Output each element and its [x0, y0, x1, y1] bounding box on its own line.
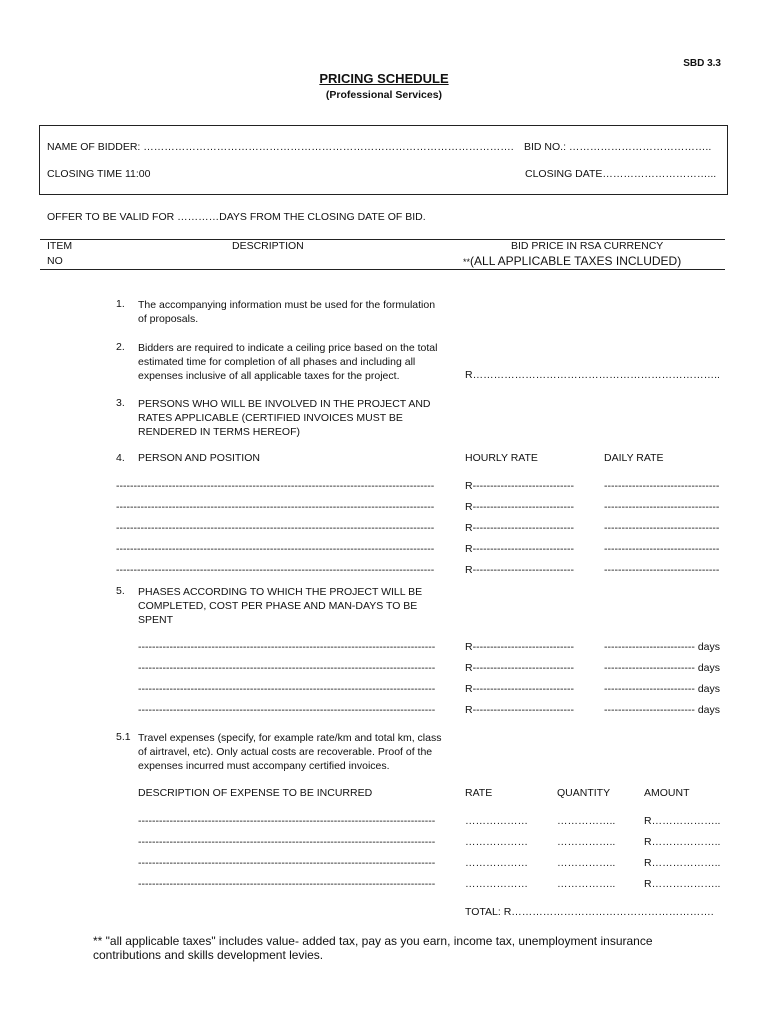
item-5-1-text: Travel expenses (specify, for example rate/km and total km, class of airtravel, etc). Only actual costs are recoverable. Proof of the expenses incurred must accompany certified invoices.	[138, 732, 442, 772]
bidder-info-box	[39, 125, 728, 195]
phase-row-cost[interactable]: R-----------------------------	[465, 641, 574, 653]
person-row-daily-rate[interactable]: ---------------------------------	[604, 522, 720, 534]
phase-row-description[interactable]: -------------------------------------------------------------------------------------	[138, 704, 436, 716]
expense-row-description[interactable]: -------------------------------------------------------------------------------------	[138, 836, 436, 848]
expense-row-description[interactable]: -------------------------------------------------------------------------------------	[138, 878, 436, 890]
name-of-bidder-field[interactable]: NAME OF BIDDER: …………………………………………………………………………………………….	[47, 141, 514, 153]
phase-row-description[interactable]: -------------------------------------------------------------------------------------	[138, 641, 436, 653]
item-1-number: 1.	[116, 298, 125, 310]
page-subtitle: (Professional Services)	[325, 89, 443, 101]
expense-row-rate[interactable]: ………………	[465, 857, 528, 869]
expense-amount-header: AMOUNT	[644, 787, 690, 799]
form-reference: SBD 3.3	[683, 58, 721, 69]
expense-description-header: DESCRIPTION OF EXPENSE TO BE INCURRED	[138, 787, 373, 799]
expense-row-rate[interactable]: ………………	[465, 878, 528, 890]
offer-validity-field[interactable]: OFFER TO BE VALID FOR …………DAYS FROM THE CLOSING DATE OF BID.	[47, 211, 426, 223]
expense-row-description[interactable]: -------------------------------------------------------------------------------------	[138, 857, 436, 869]
item-5-number: 5.	[116, 585, 125, 597]
person-row-description[interactable]: -------------------------------------------------------------------------------------------	[116, 480, 435, 492]
expense-row-quantity[interactable]: ……………..	[557, 878, 616, 890]
person-row-hourly-rate[interactable]: R-----------------------------	[465, 501, 574, 513]
person-row-hourly-rate[interactable]: R-----------------------------	[465, 480, 574, 492]
phase-row-days[interactable]: -------------------------- days	[604, 641, 721, 653]
daily-rate-header: DAILY RATE	[604, 452, 664, 464]
taxes-footnote: ** "all applicable taxes" includes value- added tax, pay as you earn, income tax, unemployment insurance contributions and skills development levies.	[93, 934, 653, 962]
phase-row-description[interactable]: -------------------------------------------------------------------------------------	[138, 662, 436, 674]
item-5-1-number: 5.1	[116, 731, 131, 743]
person-row-daily-rate[interactable]: ---------------------------------	[604, 564, 720, 576]
person-row-daily-rate[interactable]: ---------------------------------	[604, 480, 720, 492]
bid-price-subheader	[463, 254, 681, 268]
expense-row-description[interactable]: -------------------------------------------------------------------------------------	[138, 815, 436, 827]
person-row-description[interactable]: -------------------------------------------------------------------------------------------	[116, 522, 435, 534]
item-2-text: Bidders are required to indicate a ceiling price based on the total estimated time for completion of all phases and including all expenses inclusive of all applicable taxes for the project.	[138, 342, 438, 382]
item-3-number: 3.	[116, 397, 125, 409]
item-4-number: 4.	[116, 452, 125, 464]
total-field[interactable]: TOTAL: R………………………………………………….	[465, 906, 714, 918]
expense-row-rate[interactable]: ………………	[465, 836, 528, 848]
person-row-hourly-rate[interactable]: R-----------------------------	[465, 564, 574, 576]
expense-row-amount[interactable]: R………………..	[644, 878, 721, 890]
expense-row-quantity[interactable]: ……………..	[557, 836, 616, 848]
bid-price-header: BID PRICE IN RSA CURRENCY	[511, 240, 664, 252]
person-row-daily-rate[interactable]: ---------------------------------	[604, 501, 720, 513]
phase-row-cost[interactable]: R-----------------------------	[465, 704, 574, 716]
expense-row-amount[interactable]: R………………..	[644, 815, 721, 827]
expense-quantity-header: QUANTITY	[557, 787, 611, 799]
phase-row-cost[interactable]: R-----------------------------	[465, 683, 574, 695]
item-no-header: NO	[47, 255, 63, 267]
footnote-marker: **	[463, 257, 471, 267]
person-row-description[interactable]: -------------------------------------------------------------------------------------------	[116, 543, 435, 555]
person-row-description[interactable]: -------------------------------------------------------------------------------------------	[116, 564, 435, 576]
phase-row-description[interactable]: -------------------------------------------------------------------------------------	[138, 683, 436, 695]
phase-row-cost[interactable]: R-----------------------------	[465, 662, 574, 674]
phase-row-days[interactable]: -------------------------- days	[604, 704, 721, 716]
expense-row-amount[interactable]: R………………..	[644, 857, 721, 869]
expense-row-amount[interactable]: R………………..	[644, 836, 721, 848]
item-1-text: The accompanying information must be used for the formulation of proposals.	[138, 299, 436, 325]
item-2-number: 2.	[116, 341, 125, 353]
expense-row-quantity[interactable]: ……………..	[557, 857, 616, 869]
closing-time-label: CLOSING TIME 11:00	[47, 168, 151, 180]
bid-number-field[interactable]: BID NO.: …………………………………..	[524, 141, 712, 153]
person-row-description[interactable]: -------------------------------------------------------------------------------------------	[116, 501, 435, 513]
expense-row-quantity[interactable]: ……………..	[557, 815, 616, 827]
ceiling-price-field[interactable]: R……………………………………………………………..	[465, 369, 720, 381]
item-header: ITEM	[47, 240, 73, 252]
hourly-rate-header: HOURLY RATE	[465, 452, 538, 464]
phase-row-days[interactable]: -------------------------- days	[604, 662, 721, 674]
person-row-hourly-rate[interactable]: R-----------------------------	[465, 522, 574, 534]
table-header-rule	[40, 269, 725, 270]
phase-row-days[interactable]: -------------------------- days	[604, 683, 721, 695]
expense-row-rate[interactable]: ………………	[465, 815, 528, 827]
item-4-text: PERSON AND POSITION	[138, 452, 260, 464]
expense-rate-header: RATE	[465, 787, 493, 799]
description-header: DESCRIPTION	[232, 240, 304, 252]
person-row-hourly-rate[interactable]: R-----------------------------	[465, 543, 574, 555]
closing-date-field[interactable]: CLOSING DATE…………………………...	[525, 168, 717, 180]
page-title: PRICING SCHEDULE	[319, 71, 449, 86]
person-row-daily-rate[interactable]: ---------------------------------	[604, 543, 720, 555]
taxes-included-label: (ALL APPLICABLE TAXES INCLUDED)	[470, 254, 682, 268]
item-3-text: PERSONS WHO WILL BE INVOLVED IN THE PROJECT AND RATES APPLICABLE (CERTIFIED INVOICES MUST BE RENDERED IN TERMS HEREOF)	[138, 398, 431, 438]
item-5-text: PHASES ACCORDING TO WHICH THE PROJECT WILL BE COMPLETED, COST PER PHASE AND MAN-DAYS TO BE SPENT	[138, 586, 423, 626]
